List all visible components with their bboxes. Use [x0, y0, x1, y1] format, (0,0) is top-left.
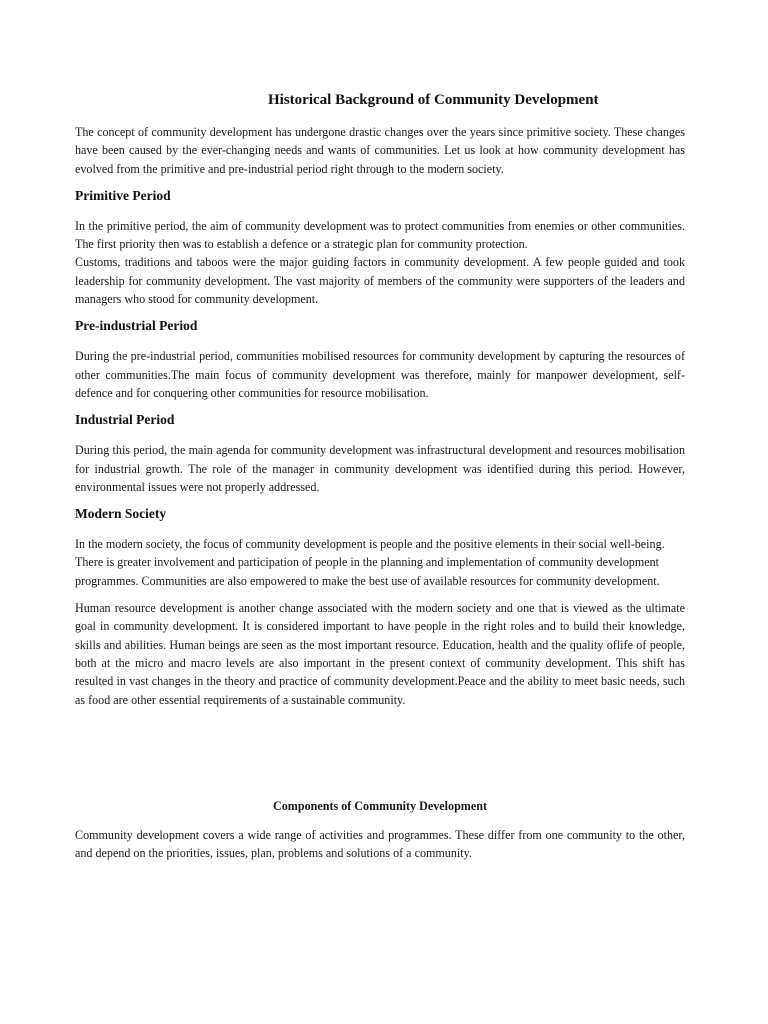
modern-society-paragraph-2: Human resource development is another change associated with the modern society and one that is viewed as the ultimate goal in community development. It is considered important to have people in the right roles and to build their knowledge, skills and abilities. Human beings are seen as the most important resource. Education, health and the quality oflife of people, both at the micro and macro levels are also important in the present context of community development. This shift has resulted in vast changes in the theory and practice of community development.Peace and the ability to meet basic needs, such as food are other essential requirements of a sustainable community.	[75, 601, 685, 707]
primitive-period-paragraph-2: Customs, traditions and taboos were the major guiding factors in community development. A few people guided and took leadership for community development. The vast majority of members of the community were supporters of the leaders and managers who stood for community development.	[75, 255, 685, 307]
industrial-period-paragraph: During this period, the main agenda for community development was infrastructural development and resources mobilisation for industrial growth. The role of the manager in community development was identified during this period. However, environmental issues were not properly addressed.	[75, 443, 685, 494]
document-body	[75, 88, 685, 871]
intro-paragraph: The concept of community development has undergone drastic changes over the years since primitive society. These changes have been caused by the ever-changing needs and wants of communities. Let us look at how community development has evolved from the primitive and pre-industrial period right through to the modern society.	[75, 125, 685, 176]
components-paragraph: Community development covers a wide range of activities and programmes. These differ from one community to the other, and depend on the priorities, issues, plan, problems and solutions of a community.	[75, 827, 685, 861]
page-title: Historical Background of Community Development	[268, 92, 599, 108]
section-heading-primitive-period: Primitive Period	[75, 187, 171, 203]
modern-society-paragraph-1: In the modern society, the focus of community development is people and the positive elements in their social well-being. There is greater involvement and participation of people in the planning and implementation of community development programmes. Communities are also empowered to make the best use of available resources for community development.	[75, 537, 665, 588]
section-heading-modern-society: Modern Society	[75, 506, 167, 522]
components-heading: Components of Community Development	[273, 798, 487, 813]
section-heading-pre-industrial-period: Pre-industrial Period	[75, 318, 198, 334]
primitive-period-paragraph-1: In the primitive period, the aim of community development was to protect communities from enemies or other communities. The first priority then was to establish a defence or a strategic plan for community protection.	[75, 218, 685, 252]
section-heading-industrial-period: Industrial Period	[75, 412, 175, 428]
pre-industrial-period-paragraph: During the pre-industrial period, communities mobilised resources for community development by capturing the resources of other communities.The main focus of community development was therefore, mainly for manpower development, self- defence and for conquering other communities for resource mobilisation.	[75, 349, 685, 400]
